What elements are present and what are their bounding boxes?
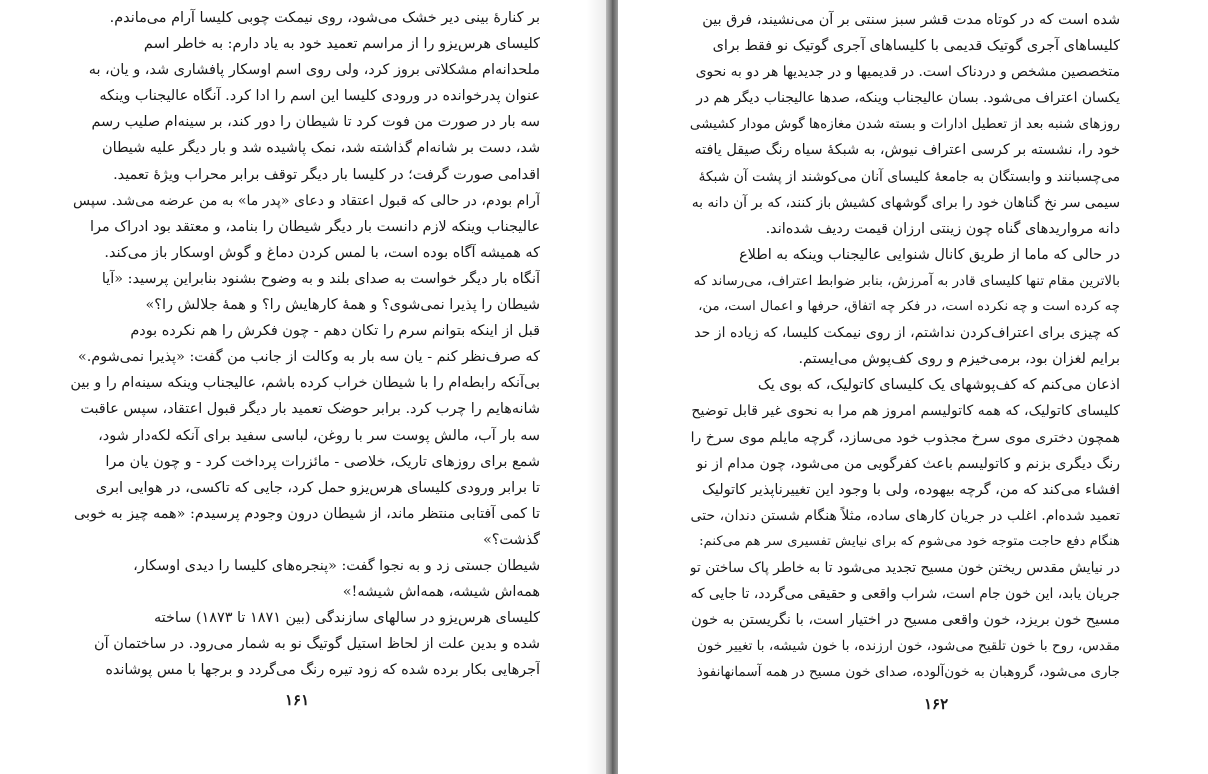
text-line: گذشت؟»	[482, 531, 540, 548]
text-line: شیطان جستی زد و به نجوا گفت: «پنجره‌های کلیسا را دیدی اوسکار،	[133, 557, 540, 574]
text-line: تا برابر ورودی کلیسای هرس‌یزو حمل کرد، جایی که تاکسی، در هوایی ابری	[95, 479, 540, 496]
text-line: شده و بدین علت از لحاظ استیل گوتیگ نو به شمار می‌رود. در ساختمان آن	[94, 636, 540, 653]
text-line: تعمید شده‌ام. اغلب در جریان کارهای ساده، مثلاً هنگام شستن دندان، حتی	[690, 507, 1120, 524]
text-line: شده است که در کوتاه مدت قشر سبز سنتی بر آن می‌نشیند، فرق بین	[702, 12, 1120, 28]
text-line: همه‌اش شیشه، همه‌اش شیشه!»	[342, 584, 540, 601]
text-line: کلیسای هرس‌یزو در سالهای سازندگی (بین ۱۸۷۱ تا ۱۸۷۳) ساخته	[153, 610, 540, 627]
book-gutter	[606, 0, 618, 774]
text-line: خود را، نشسته بر کرسی اعتراف نیوش، به شبکهٔ سیاه رنگ صیقل یافته	[694, 142, 1120, 159]
text-line: آجرهایی بکار برده شده که زود تیره رنگ می‌گردد و برجها با مس پوشانده	[105, 662, 540, 679]
text-line: که صرف‌نظر کنم - یان سه بار به وکالت از جانب من گفت: «پذیرا نمی‌شوم.»	[77, 349, 540, 366]
text-line: سه بار آب، مالش پوست سر با روغن، لباسی سفید برای آنکه لکه‌دار شود،	[98, 427, 540, 444]
text-line: کلیساهای آجری گوتیک قدیمی با کلیساهای آجری گوتیک نو فقط برای	[712, 38, 1120, 55]
text-line: شمع برای روزهای تاریک، خلاصی - مائزرات پرداخت کرد - و چون یان مرا	[105, 453, 540, 470]
right-page-text	[690, 7, 1120, 685]
text-line: بی‌آنکه رابطه‌ام را با شیطان خراب کرده باشم، عالیجناب وینکه سینه‌ام را و بین	[70, 375, 540, 392]
text-line: متخصصین مشخص و دردناک است. در قدیمیها و در جدیدیها هر دو به نحوی	[695, 64, 1120, 81]
text-line: مقدس، روح با خون تلقیح می‌شود، خون ارزنده، با خون شیشه، با تغییر خون	[696, 638, 1120, 655]
text-line: چه کرده است و چه نکرده است، در فکر چه اتفاق، حرفها و اعمال است، من،	[698, 299, 1120, 315]
text-line: همچون دختری موی سرخ مجذوب خود می‌سازد، گرچه مایلم موی سرخ را	[690, 429, 1120, 446]
text-line: کلیسای کاتولیک، که همه کاتولیسم امروز هم مرا به نحوی غیر قابل توضیح	[691, 403, 1120, 420]
text-line: ملحدانه‌ام مشکلاتی بروز کرد، ولی روی اسم اوسکار پافشاری شد، و یان، به	[88, 62, 540, 79]
text-line: بالاترین مقام تنها کلیسای قادر به آمرزش، بنابر ضوابط اعتراف، می‌رساند که	[693, 272, 1120, 289]
left-page-number: ۱۶۱	[285, 691, 310, 709]
text-line: اذعان می‌کنم که کف‌پوشهای یک کلیسای کاتولیک، که بوی یک	[757, 377, 1120, 394]
text-line: می‌چسبانند و وابستگان به جامعهٔ کلیسای آنان می‌کوشند از پشت آن شبکهٔ	[698, 168, 1120, 185]
right-page	[618, 0, 1208, 774]
text-line: هنگام دفع حاجت متوجه خود می‌شوم که برای نیایش تفسیری سر هم می‌کنم:	[699, 533, 1120, 549]
text-line: در حالی که ماما از طریق کانال شنوایی عالیجناب وینکه به اطلاع	[739, 246, 1120, 263]
text-line: شد، دست بر شانه‌ام گذاشته شد، نمک پاشیده شد و بار دیگر علیه شیطان	[102, 140, 540, 157]
text-line: آرام بودم، در حالی که قبول اعتقاد و دعای «پدر ما» به من عرضه می‌شد. سپس	[72, 192, 540, 209]
text-line: عنوان پدرخوانده در ورودی کلیسا این اسم را ادا کرد. آنگاه عالیجناب وینکه	[99, 88, 540, 105]
text-line: عالیجناب وینکه لازم دانست بار دیگر شیطان را بنامد، و معتقد بود ادراک مرا	[89, 218, 540, 235]
text-line: دانه مرواریدهای گناه چون زینتی ارزان قیمت ردیف شده‌اند.	[765, 220, 1120, 237]
text-line: برایم لغزان بود، برمی‌خیزم و روی کف‌پوش می‌ایستم.	[798, 351, 1120, 368]
text-line: شانه‌هایم را چرب کرد. برابر حوضک تعمید بار دیگر قبول اعتقاد، سپس عاقبت	[80, 401, 540, 418]
text-line: در نیایش مقدس ریختن خون مسیح تجدید می‌شود تا به خاطر پاک ساختن تو	[690, 559, 1120, 576]
text-line: بر کنارهٔ بینی دیر خشک می‌شود، روی نیمکت چوبی کلیسا آرام می‌ماندم.	[109, 10, 540, 26]
text-line: که همیشه آگاه بوده است، با لمس کردن دماغ و گوش اوسکار باز می‌کند.	[104, 244, 540, 261]
text-line: اقدامی صورت گرفت؛ در کلیسا بار دیگر توقف برابر محراب ویژهٔ تعمید.	[113, 166, 540, 183]
gutter-shadow-left	[586, 0, 606, 774]
text-line: افشاء می‌کند که من، گرچه بیهوده، ولی با وجود این تغییرناپذیر کاتولیک	[701, 481, 1120, 498]
text-line: سیمی سر نخ گناهان خود را برای گوشهای کشیش باز کنند، که بر آن دانه به	[691, 194, 1120, 211]
text-line: کلیسای هرس‌یزو را از مراسم تعمید خود به یاد دارم: به خاطر اسم	[143, 36, 540, 53]
text-line: سه بار در صورت من فوت کرد تا شیطان را دور کند، بر سینه‌ام صلیب رسم	[91, 114, 540, 131]
text-line: جاری می‌شود، گروهبان به خون‌آلوده، صدای خون مسیح در همه آسمانهانفوذ	[696, 664, 1120, 681]
text-line: تا کمی آفتابی منتظر ماند، از شیطان درون وجودم پرسیدم: «همه چیز به خوبی	[74, 505, 540, 522]
text-line: که چیزی برای اعتراف‌کردن نداشتم، از روی نیمکت کلیسا، که زیاده از حد	[694, 325, 1120, 342]
text-line: مسیح خون بریزد، خون واقعی مسیح در اختیار است، با نگریستن به خون	[691, 612, 1120, 629]
right-page-number: ۱۶۲	[924, 695, 949, 713]
text-line: روزهای شنبه بعد از تعطیل ادارات و بسته شدن مغازه‌ها گوش مودار کشیشی	[690, 116, 1120, 133]
text-line: آنگاه بار دیگر خواست به صدای بلند و به وضوح بشنود بنابراین پرسید: «آیا	[101, 270, 540, 287]
text-line: یکسان اعتراف می‌شود. بسان عالیجناب وینکه، صدها عالیجناب دیگر هم در	[696, 90, 1120, 107]
text-line: جریان یابد، این خون جام است، شراب واقعی و حقیقی می‌گردد، تا جایی که	[690, 586, 1120, 603]
text-line: شیطان را پذیرا نمی‌شوی؟ و همهٔ کارهایش را؟ و همهٔ جلالش را؟»	[145, 297, 540, 314]
text-line: رنگ دیگری بزنم و کاتولیسم باعث کفرگویی من می‌شود، چون مدام از نو	[696, 455, 1120, 472]
text-line: قبل از اینکه بتوانم سرم را تکان دهم - چون فکرش را هم نکرده بودم	[130, 323, 540, 340]
left-page-text	[68, 5, 540, 683]
